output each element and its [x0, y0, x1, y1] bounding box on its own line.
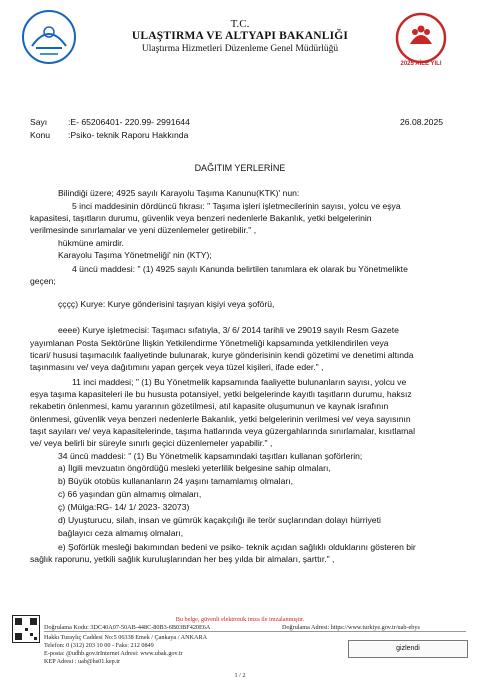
signature-notice: Bu belge, güvenli elektronik imza ile imzalanmıştır. — [175, 616, 305, 623]
konu-label: Konu — [30, 130, 51, 140]
body-line: e) Şoförlük mesleği bakımından bedeni ve psiko- teknik açıdan sağlıklı olduklarını gösteren bir — [58, 542, 416, 552]
hidden-contact-box: gizlendi — [348, 640, 468, 658]
body-line: eeee) Kurye işletmecisi: Taşımacı sıfatıyla, 3/ 6/ 2014 tarihli ve 29019 sayılı Resm Gazete — [58, 325, 399, 335]
verification-code: Doğrulama Kodu: 3DC40A07-50AB-448C-80B3-6B03BF420E6A — [44, 624, 211, 631]
footer-divider — [44, 631, 466, 632]
body-line: bağlayıcı ceza almamış olmaları, — [58, 528, 184, 538]
body-line: ç) (Mülga:RG- 14/ 1/ 2023- 32073) — [58, 502, 190, 512]
email-internet: E-posta: @udhb.gov.trInternet Adresi: www.ubak.gov.tr — [44, 650, 183, 657]
body-line: verilmesinde sınırlamalar ve yeni düzenlemeler getirebilir." , — [30, 225, 257, 235]
body-line: sağlık raporunu, yetkili sağlık kuruluşlarından her beş yılda bir almaları, şarttır." , — [30, 554, 335, 564]
sayi-value: :E- 65206401- 220.99- 2991644 — [68, 117, 190, 127]
konu-value: :Psiko- teknik Raporu Hakkında — [68, 130, 189, 140]
postal-address: Hakkı Turaylıç Caddesi No:5 06338 Emek / Çankaya / ANKARA — [44, 634, 208, 641]
kep-address: KEP Adresi : uab@hs01.kep.tr — [44, 658, 121, 665]
body-line: 4 üncü maddesi: " (1) 4925 sayılı Kanunda belirtilen tanımlara ek olarak bu Yönetmelikte — [72, 264, 408, 274]
body-line: c) 66 yaşından gün almamış olmaları, — [58, 489, 202, 499]
body-line: a) İlgili mevzuatın öngördüğü mesleki yeterlilik belgesine sahip olmaları, — [58, 463, 331, 473]
family-year-label: 2025 AİLE YILI — [400, 61, 442, 67]
body-line: yayımlanan Posta Sektörüne İlişkin Yetkilendirme Yönetmeliği kapsamında yetkilendirilen veya — [30, 338, 389, 348]
qr-code — [12, 615, 40, 643]
page-number: 1 / 2 — [234, 672, 246, 679]
body-line: kapasitesi, taşıtların durumu, güvenlik veya benzeri nedenlerle Bakanlık, yetki belgelerinin — [30, 213, 372, 223]
body-line: taşınmasını ve/ veya dağıtımını yapan gerçek veya tüzel kişileri, ifade eder." , — [30, 362, 324, 372]
body-line: eşya taşıma kapasiteleri ile bu hususta potansiyel, yetki belgelerinde kayıtlı taşıtların durumu, haksız — [30, 389, 412, 399]
body-line: 11 inci maddesi; " (1) Bu Yönetmelik kapsamında faaliyette bulunanların sayısı, yolcu ve — [72, 377, 407, 387]
body-line: taşıt sayıları ve/ veya kapasitelerinde, taşıma hatlarında veya güzergahlarında sınırlamalar, kısıtlamal — [30, 426, 415, 436]
body-line: hükmüne amirdir. — [58, 238, 124, 248]
body-line: Karayolu Taşıma Yönetmeliği' nin (KTY); — [58, 250, 212, 260]
ministry-title: ULAŞTIRMA VE ALTYAPI BAKANLIĞI — [131, 30, 349, 42]
body-line: rekabetin önlenmesi, kamu yararının gözetilmesi, atıl kapasite oluşumunun ve kaynak israfının — [30, 401, 389, 411]
body-line: ve/ veya belirli bir süreyle sınırlı geçici düzenlemeler yapabilir." , — [30, 438, 273, 448]
distribution-title: DAĞITIM YERLERİNE — [194, 163, 286, 173]
directorate-title: Ulaştırma Hizmetleri Düzenleme Genel Müdürlüğü — [141, 44, 339, 54]
body-line: 34 üncü maddesi: " (1) Bu Yönetmelik kapsamındaki taşıtları kullanan şoförlerin; — [58, 451, 363, 461]
document-date: 26.08.2025 — [400, 117, 444, 127]
body-line: çççç) Kurye: Kurye gönderisini taşıyan kişiyi veya şoförü, — [58, 299, 275, 309]
body-line: 5 inci maddesinin dördüncü fıkrası: " Taşıma işleri işletmecilerinin sayısı, yolcu ve eşya — [72, 201, 401, 211]
body-line: ticari/ hususi taşımacılık faaliyetinde bulunarak, kurye gönderisinin kendi gözetimi ve denetimi altında — [30, 350, 414, 360]
sayi-label: Sayı — [30, 117, 48, 127]
body-line: Bilindiği üzere; 4925 sayılı Karayolu Taşıma Kanunu(KTK)' nun: — [58, 188, 300, 198]
body-line: geçen; — [30, 276, 56, 286]
verification-address[interactable]: Doğrulama Adresi: https://www.turkiye.gov.tr/uab-ebys — [282, 624, 420, 631]
country-label: T.C. — [230, 18, 250, 30]
body-line: d) Uyuşturucu, silah, insan ve gümrük kaçakçılığı ile terör suçlarından dolayı hürriyeti — [58, 515, 381, 525]
body-line: b) Büyük otobüs kullananların 24 yaşını tamamlamış olmaları, — [58, 476, 294, 486]
phone-fax: Telefon: 0 (312) 203 10 00 - Faks: 212 0849 — [44, 642, 154, 649]
body-line: önlenmesi, güvenlik veya benzeri nedenlerle Bakanlık, yetki belgelerinin verilmesi ve/ veya sayısının — [30, 414, 411, 424]
